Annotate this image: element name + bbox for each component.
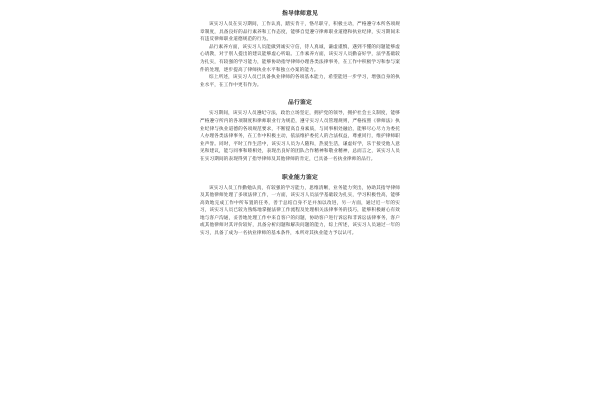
document-page (200, 10, 400, 390)
paragraph: 该实习人员工作勤勉认真，有较强的学习能力，思维清晰，业务能力突出，协助其指导律师及其他律师处理了多项法律工作，一方面，该实习人员法学基础较为扎实，学习积极性高，能够高效地完成工作中所布置的任务，善于总结自身不足并加以改进，另一方面，通过近一年的实习，该实习人员已较为熟练地掌握法律工作流程及处理相关法律事务的技巧，能够积极耐心有效地与客户沟通，妥善地处理工作中来自客户的问题，协助客户进行诉讼和非诉讼法律事务，客户或其他律师对其评价较好，具备分析问题和解决问题的能力，综上所述，该实习人员通过一年的实习，具备了成为一名执业律师的基本条件，本所对其执业能力予以认可。 (200, 185, 400, 237)
section-conduct-appraisal (200, 99, 400, 163)
paragraph: 综上所述，该实习人员已具备执业律师的各项基本能力，希望能进一步学习，增强自身的执业水平，在工作中更有作为。 (200, 75, 400, 88)
section-title: 职业能力鉴定 (282, 174, 318, 181)
section-supervisor-opinion (200, 10, 400, 89)
paragraph: 实习期间，该实习人员遵纪守法，政治立场坚定，拥护党的领导，拥护社会主义制度，能够严格遵守所内的各项制度和律师职业行为规范，遵守实习人员管理规则，严格按照《律师法》执业纪律与执业道德的各项规范要求，不断提高自身素质，与同事相处融洽，能够尽心尽力为委托人办理各类法律事务，在工作中积极主动，依法维护委托人的合法权益，尊重同行，维护律师职业声誉。同时，平时工作生活中，该实习人员为人随和，热爱生活，谦虚好学，乐于接受他人意见和建议，能与同事和睦相处，表现出良好的团队合作精神和敬业精神，总而言之，该实习人员在实习期间的表现得到了指导律师及其他律师的肯定，已具备一名执业律师的品行。 (200, 111, 400, 162)
paragraph: 该实习人员在实习期间，工作认真，踏实肯干，恪尽职守，积极主动，严格遵守本所各项规章制度，具备良好的品行素养和工作态度，能够自觉遵守律师职业道德和执业纪律，实习期间未有违反律师职业道德规范的行为。 (200, 22, 400, 43)
section-title: 指导律师意见 (282, 11, 318, 17)
paragraph: 品行素养方面，该实习人员能做到诚实守信，待人真诚，谦虚谨慎，遇到不懂的问题能够虚心请教，对于别人提出的建议能够虚心听取。工作素养方面，该实习人员勤奋好学，法学基础较为扎实，有较强的学习能力，能够协助指导律师办理各类法律事务，在工作中积极学习和参与案件的处理，逐步提高了律师执业水平和独立办案的能力。 (200, 44, 400, 73)
section-professional-ability (200, 174, 400, 238)
section-title: 品行鉴定 (288, 100, 312, 107)
